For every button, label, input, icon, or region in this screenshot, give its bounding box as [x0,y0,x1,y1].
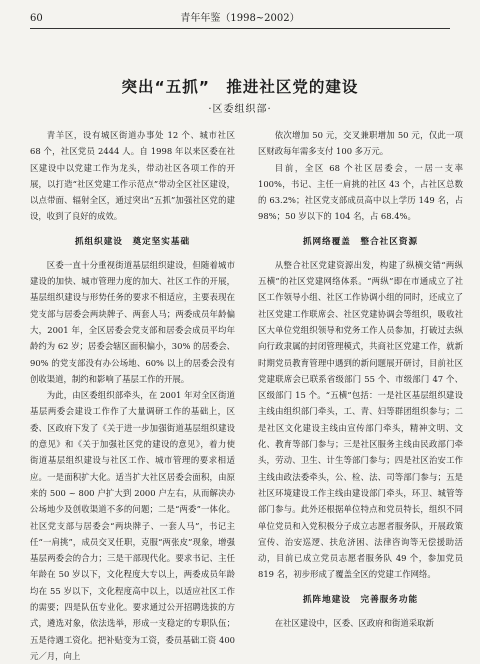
section-heading: 抓组织建设 奠定坚实基础 [74,236,191,247]
paragraph: 从整合社区党建资源出发，构建了纵横交错“两纵五横”的社区党建网络体系。“两纵”即在市通成立了社区工作领导小组、社区工作协调小组的同时，还成立了社区党建工作联席会、社区党建协调会等组织，吸收社区大单位党组织领导和党务工作人员参加，打破过去纵向行政隶属的封闭管理模式，共商社区党建工作，就新时期党员教育管理中遇到的新问题展开研讨，目前社区党建联席会已联系省级部门 55 个、市级部门 47 个、区级部门 15 个。“五横”包括：一是社区基层组织建设主线由组织部门牵头，工、青、妇等群团组织参与；二是社区文化建设主线由宣传部门牵头，精神文明、文化、教育等部门参与；三是社区服务主线由民政部门牵头，劳动、卫生、计生等部门参与；四是社区治安工作主线由政法委牵头，公、检、法、司等部门参与；五是社区环境建设工作主线由建设部门牵头，环卫、城管等部门参与。此外还根据单位特点和党员特长，组织不同单位党员和入党积极分子成立志愿者服务队，开展政策宣传、治安巡逻、扶危济困、法律咨询等无偿援助活动，目前已成立党员志愿者服务队 49 个，参加党员 819 名，初步形成了覆盖全区的党建工作网络。 [258,259,463,580]
article-byline: ·区委组织部· [208,104,272,115]
paragraph: 青羊区，设有城区街道办事处 12 个、城市社区 68 个，社区党员 2444 人。自 1998 年以来区委在社区建设中以党建工作为龙头，带动社区各项工作的开展，以打造“社区党建工作示范点”带动全区社区建设，以点带面、辐射全区，通过突出“五抓”加强社区党的建设，收到了良好的成效。 [30,130,235,222]
paragraph: 区委一直十分重视街道基层组织建设，但随着城市建设的加快、城市管理力度的加大、社区工作的开展，基层组织建设与形势任务的要求不相适应，主要表现在党支部与居委会两块牌子、两套人马；两委成员年龄偏大，2001 年，全区居委会党支部和居委会成员平均年龄约为 62 岁；居委会辖区面积偏小，30% 的居委会、90% 的党支部没有办公场地、60% 以上的居委会没有创收渠道，制约和影响了基层工作的开展。 [30,259,235,384]
section-heading: 抓网络覆盖 整合社区资源 [302,236,419,247]
running-title: 青年年鉴（1998~2002） [180,13,300,24]
article-title: 突出“五抓” 推进社区党的建设 [121,78,359,96]
left-column [30,127,235,664]
page-header [30,11,450,27]
page-number: 60 [30,13,43,24]
paragraph: 在社区建设中，区委、区政府和街道采取新 [274,617,434,628]
section-heading: 抓阵地建设 完善服务功能 [302,594,419,605]
paragraph: 目前，全区 68 个社区居委会，一居一支率 100%，书记、主任一肩挑的社区 43 个，占社区总数的 63.2%；社区党支部成员高中以上学历 149 名，占 98%；50 岁以下的 104 名，占 68.4%。 [258,162,463,222]
header-rule [30,28,450,29]
right-column [258,127,463,631]
paragraph: 依次增加 50 元，交叉兼职增加 50 元，仅此一项区财政每年需多支付 100 多万元。 [258,130,463,157]
paragraph: 为此，由区委组织部牵头，在 2001 年对全区街道基层两委会建设工作作了大量调研工作的基础上，区委、区政府下发了《关于进一步加强街道基层组织建设的意见》和《关于加强社区党的建设的意见》，着力使街道基层组织建设与社区工作、城市管理的要求相适应。一是面积扩大化。适当扩大社区居委会面积，由原来的 500 ~ 800 户扩大到 2000 户左右，从而解决办公场地少及创收渠道不多的问题；二是“两委”一体化。社区党支部与居委会“两块牌子、一套人马”，书记主任“一肩挑”，成员交叉任职，克服“两张皮”现象，增强基层两委会的合力；三是干部现代化。要求书记、主任年龄在 50 岁以下，文化程度大专以上，两委成员年龄均在 55 岁以下，文化程度高中以上，以适应社区工作的需要；四是队伍专业化。要求通过公开招聘选拔的方式，遴选对象，依法选举，形成一支稳定的专职队伍；五是待遇工资化。把补贴变为工资，委员基础工资 400 元／月，向上 [30,390,235,661]
